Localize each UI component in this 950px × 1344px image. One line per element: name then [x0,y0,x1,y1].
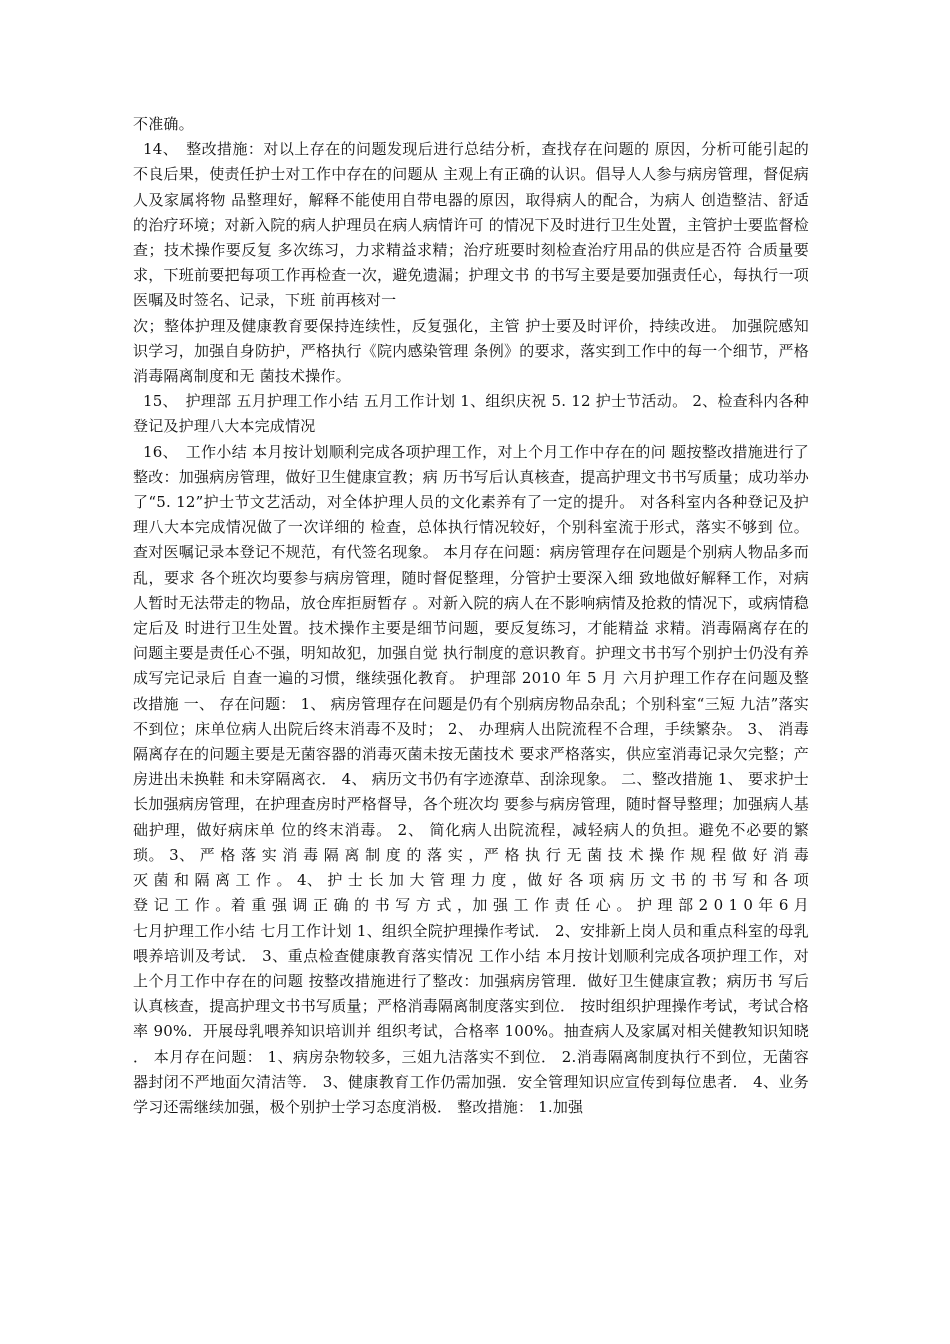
paragraph-16: 16、 工作小结 本月按计划顺利完成各项护理工作，对上个月工作中存在的问 题按整改措施进行了整改：加强病房管理，做好卫生健康宣教；病 历书写后认真核查，提高护理文书书写质量；成功举办了“5. 12”护士节文艺活动，对全体护理人员的文化素养有了一定的提升。 对各科室内各种登记及护理八大本完成情况做了一次详细的 检查，总体执行情况较好，个别科室流于形式，落实不够到 位。查对医嘱记录本登记不规范，有代签名现象。 本月存在问题：病房管理存在问题是个别病人物品多而乱，要求 各个班次均要参与病房管理，随时督促整理，分管护士要深入细 致地做好解释工作，对病人暂时无法带走的物品，放仓库拒厨暂存 。对新入院的病人在不影响病情及抢救的情况下，或病情稳定后及 时进行卫生处置。技术操作主要是细节问题，要反复练习，才能精益 求精。消毒隔离存在的问题主要是责任心不强，明知故犯，加强自觉 执行制度的意识教育。护理文书书写个别护士仍没有养成写完记录后 自查一遍的习惯，继续强化教育。 护理部 2010 年 5 月 六月护理工作存在问题及整改措施 一、 存在问题： 1、 病房管理存在问题是仍有个别病房物品杂乱；个别科室“三短 九洁”落实不到位；床单位病人出院后终末消毒不及时； 2、 办理病人出院流程不合理，手续繁杂。 3、 消毒隔离存在的问题主要是无菌容器的消毒灭菌未按无菌技术 要求严格落实，供应室消毒记录欠完整；产房进出未换鞋 和未穿隔离衣． 4、 病历文书仍有字迹潦草、刮涂现象。 二、整改措施 1、 要求护士长加强病房管理，在护理查房时严格督导，各个班次均 要参与病房管理，随时督导整理；加强病人基础护理，做好病床单 位的终末消毒。 2、 简化病人出院流程，减轻病人的负担。避免不必要的繁琐。 3、 严 格 落 实 消 毒 隔 离 制 度 的 落 实 ，严 格 执 行 无 菌 技 术 操 作 规 程 做 好 消 毒 灭 菌 和 隔 离 工 作 。 4、 护 士 长 加 大 管 理 力 度 ，做 好 各 项 病 历 文 书 的 书 写 和 各 项 登 记 工 作 。着 重 强 调 正 确 的 书 写 方 式 ，加 强 工 作 责 任 心 。 护 理 部 2 0 1 0 年 6 月 七月护理工作小结 七月工作计划 1、组织全院护理操作考试． 2、安排新上岗人员和重点科室的母乳喂养培训及考试． 3、重点检查健康教育落实情况 工作小结 本月按计划顺利完成各项护理工作，对上个月工作中存在的问题 按整改措施进行了整改：加强病房管理．做好卫生健康宣教；病历书 写后认真核查，提高护理文书书写质量；严格消毒隔离制度落实到位． 按时组织护理操作考试，考试合格率 90%．开展母乳喂养知识培训并 组织考试，合格率 100%。抽查病人及家属对相关健教知识知晓 ． 本月存在问题： 1、病房杂物较多，三姐九洁落实不到位． 2.消毒隔离制度执行不到位，无菌容器封闭不严地面欠清洁等． 3、健康教育工作仍需加强．安全管理知识应宣传到每位患者． 4、业务学习还需继续加强，极个别护士学习态度消极． 整改措施： 1.加强 [133,442,809,1116]
document-page [133,112,809,1120]
paragraph-14: 14、 整改措施：对以上存在的问题发现后进行总结分析，查找存在问题的 原因，分析可能引起的不良后果，使责任护士对工作中存在的问题从 主观上有正确的认识。倡导人人参与病房管理，督促病人及家属将物 品整理好，解释不能使用自带电器的原因，取得病人的配合，为病人 创造整洁、舒适的治疗环境；对新入院的病人护理员在病人病情许可 的情况下及时进行卫生处置，主管护士要监督检查；技术操作要反复 多次练习，力求精益求精；治疗班要时刻检查治疗用品的供应是否符 合质量要求，下班前要把每项工作再检查一次，避免遗漏；护理文书 的书写主要是要加强责任心，每执行一项医嘱及时签名、记录，下班 前再核对一 [133,140,809,310]
paragraph-15: 15、 护理部 五月护理工作小结 五月工作计划 1、组织庆祝 5. 12 护士节活动。 2、检查科内各种登记及护理八大本完成情况 [133,392,809,436]
paragraph-continuation: 不准确。 [133,115,194,133]
paragraph-14-continued: 次；整体护理及健康教育要保持连续性，反复强化，主管 护士要及时评价，持续改进。 加强院感知识学习，加强自身防护，严格执行《院内感染管理 条例》的要求，落实到工作中的每一个细节，严格消毒隔离制度和无 菌技术操作。 [133,316,809,386]
